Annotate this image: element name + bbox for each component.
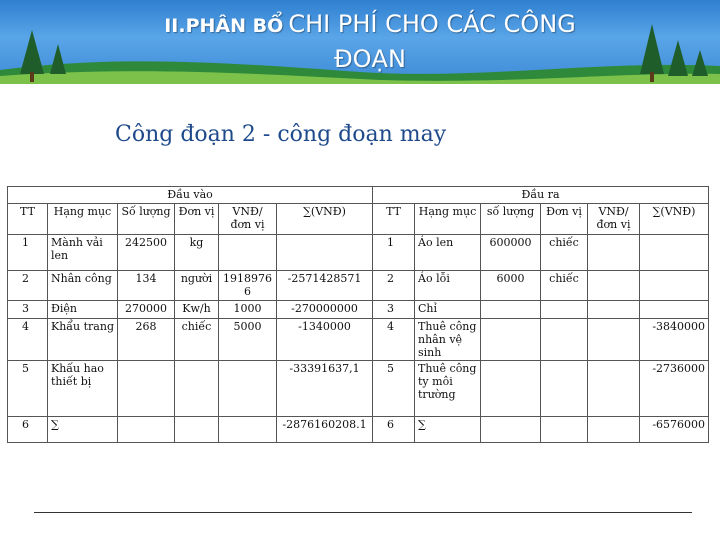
cell-in-5: -270000000 bbox=[277, 301, 373, 319]
cell-out-2: 6000 bbox=[481, 271, 541, 301]
slide-title bbox=[70, 8, 670, 78]
cell-out-0: 2 bbox=[373, 271, 415, 301]
col-header-out-2: số lượng bbox=[481, 204, 541, 235]
title-prefix: II.PHÂN BỔ bbox=[164, 15, 284, 37]
cell-out-4 bbox=[588, 417, 640, 443]
cell-out-1: Thuê công nhân vệ sinh bbox=[415, 319, 481, 361]
cell-in-4 bbox=[219, 417, 277, 443]
cell-in-5: -1340000 bbox=[277, 319, 373, 361]
cell-out-0: 5 bbox=[373, 361, 415, 417]
col-header-out-1: Hạng mục bbox=[415, 204, 481, 235]
cell-in-3: người bbox=[175, 271, 219, 301]
cell-in-1: Nhân công bbox=[48, 271, 118, 301]
cell-out-3 bbox=[541, 319, 588, 361]
cost-allocation-table bbox=[7, 186, 709, 443]
cell-in-4 bbox=[219, 361, 277, 417]
cell-in-4: 1918976 6 bbox=[219, 271, 277, 301]
col-header-out-4: VNĐ/ đơn vị bbox=[588, 204, 640, 235]
cell-out-5 bbox=[640, 301, 709, 319]
col-header-in-3: Đơn vị bbox=[175, 204, 219, 235]
cell-in-3: Kw/h bbox=[175, 301, 219, 319]
cell-out-3: chiếc bbox=[541, 271, 588, 301]
table-group-header bbox=[8, 187, 709, 204]
cell-out-5: -3840000 bbox=[640, 319, 709, 361]
col-header-out-3: Đơn vị bbox=[541, 204, 588, 235]
cell-in-4 bbox=[219, 235, 277, 271]
cell-out-5 bbox=[640, 235, 709, 271]
cell-in-5 bbox=[277, 235, 373, 271]
cell-out-5 bbox=[640, 271, 709, 301]
cell-in-1: Điện bbox=[48, 301, 118, 319]
cell-in-3 bbox=[175, 417, 219, 443]
cell-out-5: -2736000 bbox=[640, 361, 709, 417]
cell-out-2 bbox=[481, 361, 541, 417]
cell-out-4 bbox=[588, 301, 640, 319]
cell-in-0: 1 bbox=[8, 235, 48, 271]
cell-out-3 bbox=[541, 301, 588, 319]
cell-out-0: 4 bbox=[373, 319, 415, 361]
table-row bbox=[8, 271, 709, 301]
cell-in-4: 1000 bbox=[219, 301, 277, 319]
section-subtitle: Công đoạn 2 - công đoạn may bbox=[115, 122, 447, 147]
cell-out-1: Áo len bbox=[415, 235, 481, 271]
cell-out-0: 1 bbox=[373, 235, 415, 271]
table-row bbox=[8, 319, 709, 361]
cell-in-5: -33391637,1 bbox=[277, 361, 373, 417]
table-column-header bbox=[8, 204, 709, 235]
cell-out-3: chiếc bbox=[541, 235, 588, 271]
cell-in-3: chiếc bbox=[175, 319, 219, 361]
cell-in-2 bbox=[118, 417, 175, 443]
cell-in-1: Khấu hao thiết bị bbox=[48, 361, 118, 417]
cell-out-5: -6576000 bbox=[640, 417, 709, 443]
cell-out-2 bbox=[481, 301, 541, 319]
cell-in-0: 3 bbox=[8, 301, 48, 319]
slide-header bbox=[0, 0, 720, 84]
cell-out-0: 3 bbox=[373, 301, 415, 319]
cell-out-0: 6 bbox=[373, 417, 415, 443]
cell-out-4 bbox=[588, 235, 640, 271]
cell-out-2 bbox=[481, 417, 541, 443]
group-output-header: Đầu ra bbox=[373, 187, 709, 204]
cell-in-2: 134 bbox=[118, 271, 175, 301]
cell-out-2: 600000 bbox=[481, 235, 541, 271]
cell-in-5: -2571428571 bbox=[277, 271, 373, 301]
table-row bbox=[8, 301, 709, 319]
col-header-in-0: TT bbox=[8, 204, 48, 235]
col-header-in-1: Hạng mục bbox=[48, 204, 118, 235]
cell-out-4 bbox=[588, 319, 640, 361]
cell-out-1: ∑ bbox=[415, 417, 481, 443]
cell-in-2 bbox=[118, 361, 175, 417]
cell-out-2 bbox=[481, 319, 541, 361]
col-header-in-5: ∑(VNĐ) bbox=[277, 204, 373, 235]
group-input-header: Đầu vào bbox=[8, 187, 373, 204]
cell-in-0: 4 bbox=[8, 319, 48, 361]
cell-in-0: 5 bbox=[8, 361, 48, 417]
cell-in-2: 242500 bbox=[118, 235, 175, 271]
cell-in-1: Mành vải len bbox=[48, 235, 118, 271]
table-body bbox=[8, 235, 709, 443]
col-header-in-2: Số lượng bbox=[118, 204, 175, 235]
cell-out-1: Áo lỗi bbox=[415, 271, 481, 301]
footer-divider bbox=[34, 512, 692, 513]
cell-in-1: Khẩu trang bbox=[48, 319, 118, 361]
col-header-out-0: TT bbox=[373, 204, 415, 235]
cell-in-0: 2 bbox=[8, 271, 48, 301]
cell-in-5: -2876160208.1 bbox=[277, 417, 373, 443]
cell-out-3 bbox=[541, 417, 588, 443]
cell-out-1: Thuê công ty môi trường bbox=[415, 361, 481, 417]
cell-out-3 bbox=[541, 361, 588, 417]
table-row bbox=[8, 235, 709, 271]
cell-in-2: 270000 bbox=[118, 301, 175, 319]
cell-in-3 bbox=[175, 361, 219, 417]
title-line2: ĐOẠN bbox=[334, 45, 406, 73]
cell-in-1: ∑ bbox=[48, 417, 118, 443]
cell-out-1: Chỉ bbox=[415, 301, 481, 319]
col-header-in-4: VNĐ/ đơn vị bbox=[219, 204, 277, 235]
cell-in-4: 5000 bbox=[219, 319, 277, 361]
cell-out-4 bbox=[588, 271, 640, 301]
cell-in-3: kg bbox=[175, 235, 219, 271]
title-main: CHI PHÍ CHO CÁC CÔNG bbox=[288, 10, 576, 38]
cell-out-4 bbox=[588, 361, 640, 417]
table-row bbox=[8, 361, 709, 417]
cell-in-0: 6 bbox=[8, 417, 48, 443]
col-header-out-5: ∑(VNĐ) bbox=[640, 204, 709, 235]
table-row bbox=[8, 417, 709, 443]
cell-in-2: 268 bbox=[118, 319, 175, 361]
